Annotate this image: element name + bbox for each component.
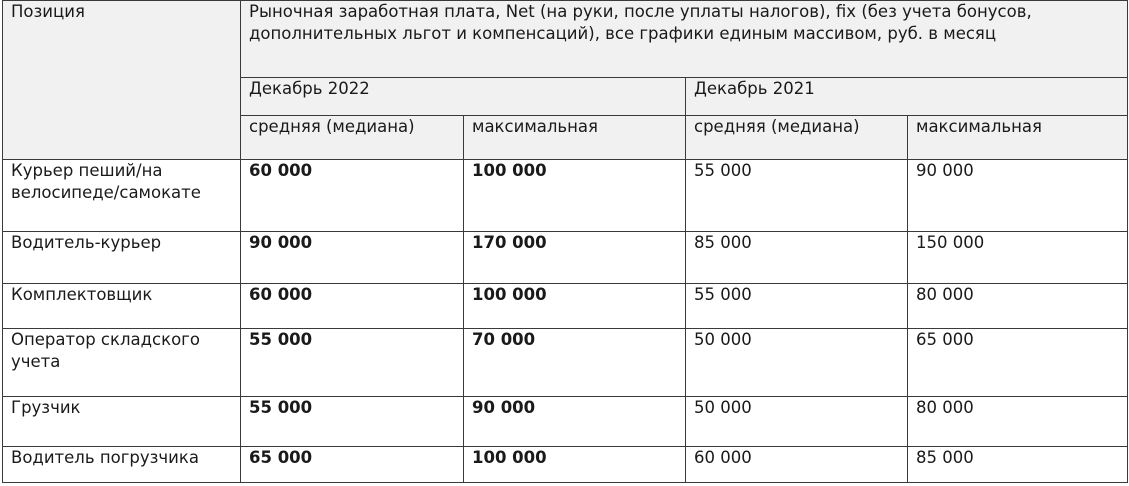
value-dec-2022-median: 60 000 <box>241 160 464 232</box>
value-dec-2021-median: 55 000 <box>686 284 908 329</box>
position-column-header: Позиция <box>3 1 241 160</box>
subheader-dec-2022-max: максимальная <box>464 116 686 160</box>
value-dec-2022-max: 90 000 <box>464 397 686 447</box>
header-row-title <box>3 1 1128 78</box>
table-title: Рыночная заработная плата, Net (на руки, после уплаты налогов), fix (без учета бонусов, дополнительных льгот и компенсаций), все графики единым массивом, руб. в месяц <box>241 1 1128 78</box>
value-dec-2022-max: 100 000 <box>464 284 686 329</box>
position-cell: Водитель-курьер <box>3 232 241 284</box>
subheader-dec-2021-median: средняя (медиана) <box>686 116 908 160</box>
value-dec-2022-median: 90 000 <box>241 232 464 284</box>
value-dec-2021-median: 50 000 <box>686 329 908 397</box>
value-dec-2022-max: 100 000 <box>464 160 686 232</box>
position-cell: Грузчик <box>3 397 241 447</box>
table-row <box>3 160 1128 232</box>
value-dec-2022-median: 55 000 <box>241 397 464 447</box>
position-cell: Водитель погрузчика <box>3 447 241 483</box>
value-dec-2022-max: 70 000 <box>464 329 686 397</box>
table-row <box>3 232 1128 284</box>
value-dec-2022-median: 55 000 <box>241 329 464 397</box>
value-dec-2021-max: 80 000 <box>908 284 1128 329</box>
period-header-dec-2022: Декабрь 2022 <box>241 78 686 116</box>
position-cell: Курьер пеший/на велосипеде/самокате <box>3 160 241 232</box>
position-cell: Комплектовщик <box>3 284 241 329</box>
value-dec-2021-max: 85 000 <box>908 447 1128 483</box>
table-row <box>3 447 1128 483</box>
value-dec-2021-max: 80 000 <box>908 397 1128 447</box>
value-dec-2022-median: 60 000 <box>241 284 464 329</box>
value-dec-2021-median: 85 000 <box>686 232 908 284</box>
value-dec-2022-max: 170 000 <box>464 232 686 284</box>
value-dec-2021-median: 60 000 <box>686 447 908 483</box>
value-dec-2021-max: 90 000 <box>908 160 1128 232</box>
position-cell: Оператор складского учета <box>3 329 241 397</box>
value-dec-2021-max: 65 000 <box>908 329 1128 397</box>
subheader-dec-2021-max: максимальная <box>908 116 1128 160</box>
value-dec-2021-median: 50 000 <box>686 397 908 447</box>
period-header-dec-2021: Декабрь 2021 <box>686 78 1128 116</box>
value-dec-2021-max: 150 000 <box>908 232 1128 284</box>
value-dec-2021-median: 55 000 <box>686 160 908 232</box>
table-row <box>3 329 1128 397</box>
table-row <box>3 397 1128 447</box>
table-row <box>3 284 1128 329</box>
salary-table <box>2 0 1128 483</box>
value-dec-2022-median: 65 000 <box>241 447 464 483</box>
subheader-dec-2022-median: средняя (медиана) <box>241 116 464 160</box>
value-dec-2022-max: 100 000 <box>464 447 686 483</box>
